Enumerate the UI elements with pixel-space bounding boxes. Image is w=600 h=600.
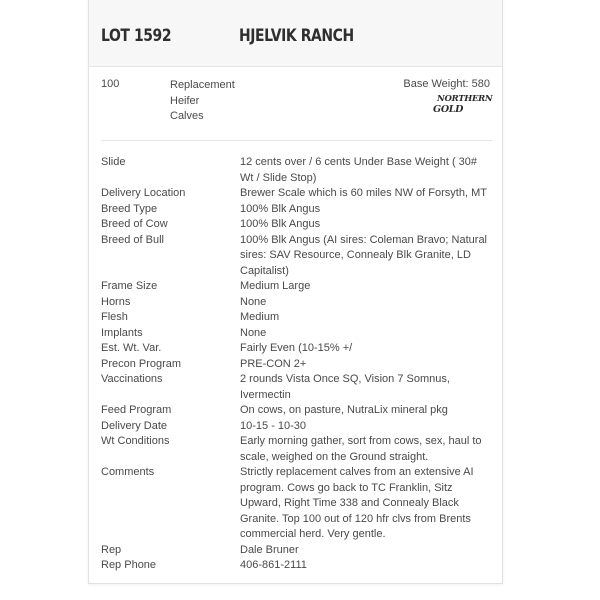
svg-text:GOLD: GOLD: [433, 104, 464, 114]
detail-label: Delivery Location: [101, 187, 186, 199]
detail-row: [101, 341, 493, 357]
detail-row: [101, 233, 493, 280]
detail-row: [101, 202, 493, 218]
detail-value: Brewer Scale which is 60 miles NW of Forsyth, MT: [240, 187, 487, 199]
detail-value: 12 cents over / 6 cents Under Base Weight ( 30# Wt / Slide Stop): [240, 156, 478, 184]
detail-value: 10-15 - 10-30: [240, 419, 307, 432]
detail-value: None: [240, 326, 267, 339]
detail-value: 100% Blk Angus: [240, 202, 321, 215]
detail-row: [101, 543, 493, 559]
lot-number: LOT 1592: [101, 26, 172, 46]
detail-value: PRE-CON 2+: [240, 357, 307, 370]
detail-row: [101, 372, 493, 403]
base-weight: Base Weight: 580: [403, 78, 490, 90]
detail-label: Rep Phone: [101, 559, 157, 571]
detail-row: [101, 279, 493, 295]
detail-row: [101, 357, 493, 373]
detail-label: Horns: [101, 295, 131, 308]
detail-row: [101, 403, 493, 419]
lot-card: [88, 0, 503, 584]
description-line: Heifer: [170, 94, 200, 107]
detail-value: Early morning gather, sort from cows, sex, haul to scale, weighed on the Ground straight.: [240, 435, 482, 463]
lot-details: [101, 155, 493, 574]
detail-label: Flesh: [101, 311, 128, 323]
description-line: Replacement: [170, 79, 235, 91]
detail-value: Medium: [240, 311, 280, 323]
detail-row: [101, 295, 493, 311]
detail-label: Breed of Cow: [101, 218, 168, 230]
detail-value: On cows, on pasture, NutraLix mineral pkg: [240, 404, 448, 416]
detail-value: Medium Large: [240, 280, 311, 292]
detail-label: Implants: [101, 326, 143, 339]
detail-value: Dale Bruner: [240, 543, 299, 556]
detail-label: Delivery Date: [101, 419, 168, 432]
detail-label: Rep: [101, 543, 122, 556]
ranch-name: HJELVIK RANCH: [239, 26, 354, 46]
detail-value: None: [240, 295, 267, 308]
detail-row: [101, 326, 493, 342]
lot-header: [89, 0, 502, 67]
detail-row: [101, 465, 493, 543]
detail-label: Precon Program: [101, 357, 182, 370]
head-count: 100: [101, 78, 120, 90]
detail-row: [101, 310, 493, 326]
detail-row: [101, 419, 493, 435]
detail-label: Wt Conditions: [101, 435, 170, 447]
detail-label: Breed Type: [101, 202, 158, 215]
divider: [101, 140, 492, 141]
detail-row: [101, 217, 493, 233]
detail-row: [101, 434, 493, 465]
northern-gold-logo: [429, 92, 493, 114]
detail-value: Fairly Even (10-15% +/: [240, 342, 353, 354]
detail-label: Est. Wt. Var.: [101, 342, 162, 354]
svg-text:NORTHERN: NORTHERN: [437, 94, 493, 104]
detail-row: [101, 558, 493, 574]
lot-summary: [89, 67, 502, 140]
detail-value: 2 rounds Vista Once SQ, Vision 7 Somnus, Ivermectin: [240, 373, 450, 401]
detail-row: [101, 186, 493, 202]
lot-description: [170, 78, 240, 125]
detail-label: Comments: [101, 466, 155, 478]
detail-label: Breed of Bull: [101, 233, 164, 246]
detail-label: Slide: [101, 156, 126, 168]
detail-row: [101, 155, 493, 186]
description-line: Calves: [170, 110, 204, 122]
detail-label: Frame Size: [101, 280, 158, 292]
detail-label: Vaccinations: [101, 373, 163, 385]
detail-label: Feed Program: [101, 404, 172, 416]
detail-value: Strictly replacement calves from an extensive AI program. Cows go back to TC Franklin, Sitz Upward, Right Time 338 and Connealy Black Granite. Top 100 out of 120 hfr clvs from Brents commercial herd. Very gentle.: [240, 466, 474, 540]
detail-value: 100% Blk Angus: [240, 218, 321, 230]
detail-value: 100% Blk Angus (AI sires: Coleman Bravo; Natural sires: SAV Resource, Connealy Blk Granite, LD Capitalist): [240, 233, 488, 277]
detail-value: 406-861-2111: [240, 559, 307, 571]
